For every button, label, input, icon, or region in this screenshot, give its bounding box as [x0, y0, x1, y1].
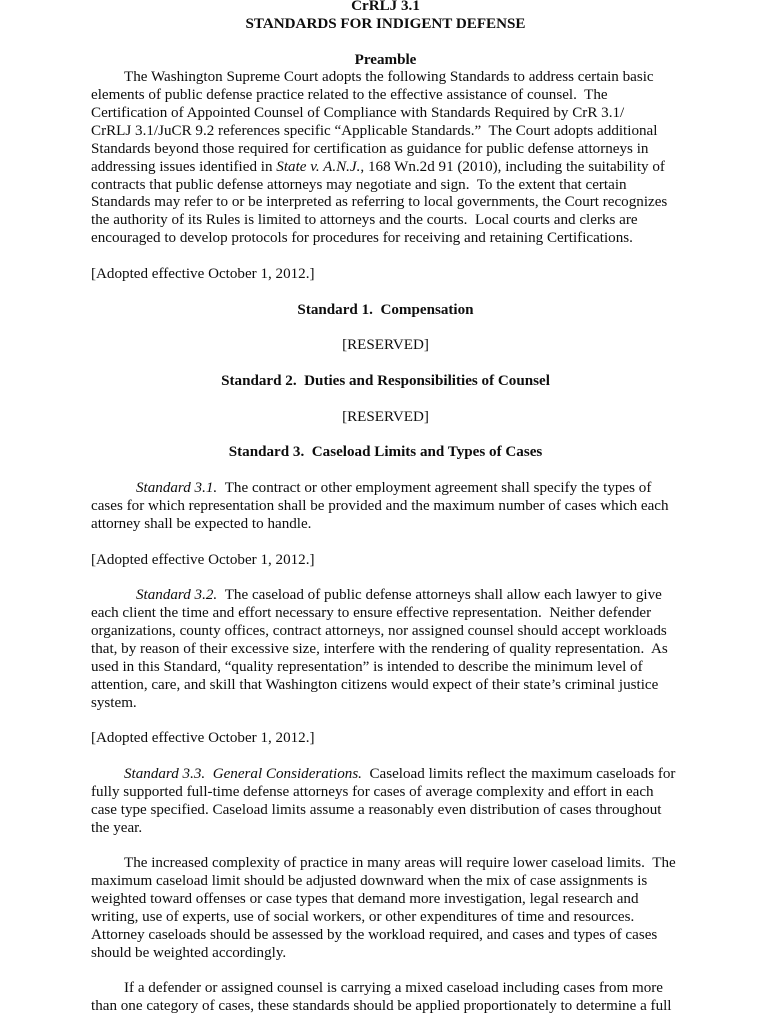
paragraph-line	[91, 587, 680, 605]
standard-3-1	[91, 480, 680, 569]
paragraph-line: CrRLJ 3.1/JuCR 9.2 references specific “Applicable Standards.” The Court adopts additional	[91, 123, 658, 140]
standard-3-3	[91, 766, 680, 1016]
document-body	[91, 0, 680, 1016]
paragraph-line: writing, use of experts, use of social workers, or other expenditures of time and resources.	[91, 908, 635, 925]
preamble-heading: Preamble	[354, 51, 417, 68]
paragraph-line: The Washington Supreme Court adopts the following Standards to address certain basic	[124, 69, 654, 86]
reserved-notice: [RESERVED]	[342, 337, 429, 354]
paragraph-line: should be weighted accordingly.	[91, 944, 287, 961]
paragraph-line: Certification of Appointed Counsel of Compliance with Standards Required by CrR 3.1/	[91, 105, 625, 122]
adopted-note: [Adopted effective October 1, 2012.]	[91, 551, 315, 568]
preamble-section	[91, 52, 680, 284]
paragraph-line: than one category of cases, these standards should be applied proportionately to determine a full	[91, 998, 672, 1015]
paragraph-line: case type specified. Caseload limits assume a reasonably even distribution of cases throughout	[91, 801, 662, 818]
reserved-notice: [RESERVED]	[342, 408, 429, 425]
preamble-paragraph	[91, 69, 680, 248]
paragraph-line: contracts that public defense attorneys may negotiate and sign. To the extent that certain	[91, 176, 627, 193]
paragraph-line	[91, 766, 680, 784]
case-citation: State v. A.N.J.	[276, 158, 361, 175]
standard-3-2-label: Standard 3.2.	[136, 587, 218, 604]
adopted-note: [Adopted effective October 1, 2012.]	[91, 265, 315, 282]
adopted-note: [Adopted effective October 1, 2012.]	[91, 730, 315, 747]
paragraph-line: encouraged to develop protocols for procedures for receiving and retaining Certifications.	[91, 230, 633, 247]
paragraph-line: maximum caseload limit should be adjusted downward when the mix of case assignments is	[91, 873, 648, 890]
standard-3-1-label: Standard 3.1.	[136, 480, 218, 497]
standard-3-3-paragraph	[91, 855, 680, 962]
standard-2-heading: Standard 2. Duties and Responsibilities of Counsel	[221, 373, 550, 390]
standard-1-heading: Standard 1. Compensation	[297, 301, 474, 318]
rule-title: STANDARDS FOR INDIGENT DEFENSE	[245, 15, 526, 32]
standard-3-3-label: Standard 3.3.	[124, 765, 206, 782]
paragraph-line: system.	[91, 694, 137, 711]
paragraph-line: attention, care, and skill that Washington citizens would expect of their state’s criminal justice	[91, 676, 659, 693]
paragraph-line: The increased complexity of practice in many areas will require lower caseload limits. The	[124, 855, 676, 872]
rule-number: CrRLJ 3.1	[351, 0, 420, 14]
standard-3-heading: Standard 3. Caseload Limits and Types of Cases	[228, 444, 543, 461]
paragraph-line	[91, 480, 680, 498]
paragraph-line: organizations, county offices, contract attorneys, nor assigned counsel should accept workloads	[91, 623, 667, 640]
standard-3-3-paragraph	[91, 980, 680, 1016]
standard-3-2	[91, 587, 680, 748]
line-text: Caseload limits reflect the maximum caseloads for	[369, 765, 676, 782]
paragraph-line: the year.	[91, 819, 143, 836]
paragraph-line: elements of public defense practice related to the effective assistance of counsel. The	[91, 87, 608, 104]
paragraph-line: that, by reason of their excessive size, interfere with the rendering of quality representation. As	[91, 640, 668, 657]
paragraph-line: weighted toward offenses or case types that demand more investigation, legal research and	[91, 890, 639, 907]
paragraph-line: Standards beyond those required for certification as guidance for public defense attorneys in	[91, 140, 649, 157]
line-text: The contract or other employment agreement shall specify the types of	[224, 480, 652, 497]
paragraph-line	[91, 159, 680, 177]
paragraph-line: each client the time and effort necessary to ensure effective representation. Neither defender	[91, 605, 652, 622]
paragraph-line: If a defender or assigned counsel is carrying a mixed caseload including cases from more	[124, 980, 663, 997]
line-text: , 168 Wn.2d 91 (2010), including the suitability of	[360, 158, 665, 175]
line-text: The caseload of public defense attorneys shall allow each lawyer to give	[224, 587, 662, 604]
standard-3-section	[91, 444, 680, 1016]
paragraph-line: attorney shall be expected to handle.	[91, 515, 312, 532]
paragraph-line: fully supported full-time defense attorneys for cases of average complexity and effort in each	[91, 783, 654, 800]
line-text: addressing issues identified in	[91, 158, 277, 175]
standard-3-3-title: General Considerations.	[212, 765, 362, 782]
standard-1-section	[91, 302, 680, 356]
paragraph-line: Attorney caseloads should be assessed by the workload required, and cases and types of cases	[91, 926, 658, 943]
standard-2-section	[91, 373, 680, 427]
paragraph-line: Standards may refer to or be interpreted as referring to local governments, the Court recognizes	[91, 194, 668, 211]
paragraph-line: used in this Standard, “quality representation” is intended to describe the minimum level of	[91, 658, 643, 675]
paragraph-line: the authority of its Rules is limited to attorneys and the courts. Local courts and clerks are	[91, 212, 638, 229]
paragraph-line: cases for which representation shall be provided and the maximum number of cases which each	[91, 498, 669, 515]
